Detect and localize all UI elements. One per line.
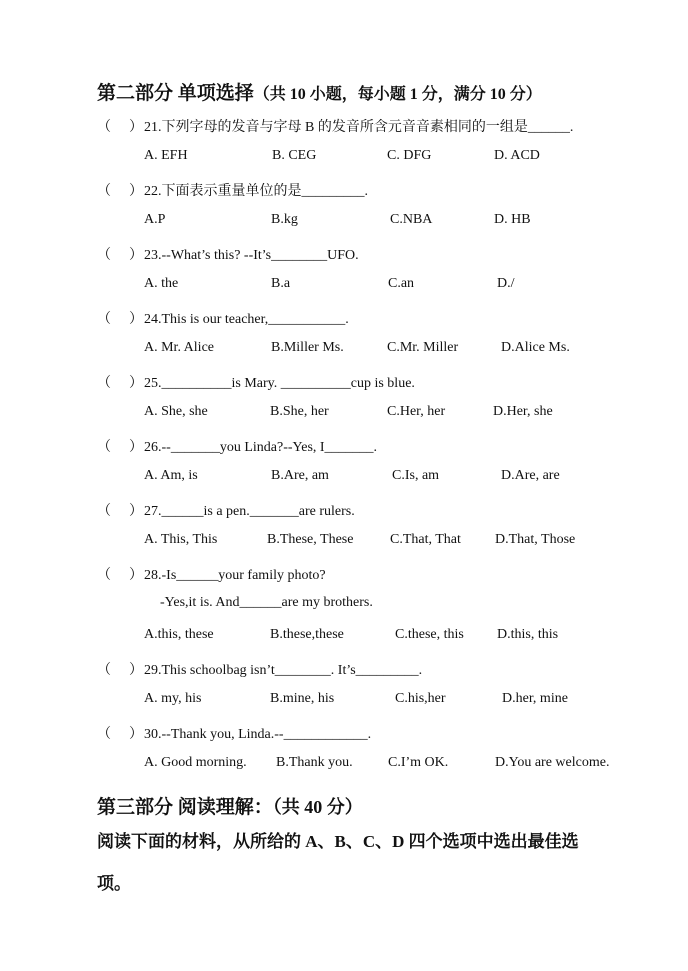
question-text: 25.__________is Mary. __________cup is blue. [144,376,415,391]
answer-bracket[interactable]: （ ） [97,440,143,455]
answer-bracket[interactable]: （ ） [97,376,143,391]
question-text: 24.This is our teacher,___________. [144,312,349,327]
question-text: 28.-Is______your family photo? [144,568,326,583]
option-b: B.kg [271,212,298,227]
option-a: A. She, she [144,404,208,419]
option-a: A. EFH [144,148,188,163]
answer-bracket[interactable]: （ ） [97,663,143,678]
answer-bracket[interactable]: （ ） [97,312,143,327]
question-text: 29.This schoolbag isn’t________. It’s_________. [144,663,423,678]
reading-instruction-line2: 项。 [97,874,131,893]
answer-bracket[interactable]: （ ） [97,120,143,135]
question-28-continuation: -Yes,it is. And______are my brothers. [160,595,373,610]
option-d: D. HB [494,212,531,227]
question-29 [97,659,422,679]
part2-heading [97,78,542,105]
answer-bracket[interactable]: （ ） [97,504,143,519]
option-a: A. my, his [144,691,202,706]
option-a: A.P [144,212,166,227]
question-text: 22.下面表示重量单位的是_________. [144,184,368,199]
question-24 [97,308,349,328]
option-a: A. Good morning. [144,755,247,770]
option-d: D.Her, she [493,404,553,419]
option-c: C.I’m OK. [388,755,449,770]
question-text: 26.--_______you Linda?--Yes, I_______. [144,440,378,455]
option-c: C.an [388,276,415,291]
question-26 [97,436,377,456]
option-d: D.her, mine [502,691,568,706]
question-21 [97,116,573,136]
answer-bracket[interactable]: （ ） [97,184,143,199]
option-b: B.Are, am [271,468,329,483]
option-b: B.She, her [270,404,329,419]
question-28 [97,564,326,584]
option-d: D.Are, are [501,468,560,483]
option-d: D.You are welcome. [495,755,610,770]
question-30 [97,723,371,743]
option-b: B.mine, his [270,691,335,706]
question-23 [97,244,359,264]
option-c: C. DFG [387,148,432,163]
answer-bracket[interactable]: （ ） [97,568,143,583]
question-22 [97,180,368,200]
part3-subtitle: （共 40 分） [272,797,363,817]
option-c: C.NBA [390,212,433,227]
question-text: 27.______is a pen._______are rulers. [144,504,355,519]
option-d: D. ACD [494,148,540,163]
question-25 [97,372,415,392]
option-b: B.Miller Ms. [271,340,344,355]
option-c: C.Mr. Miller [387,340,459,355]
option-b: B.these,these [270,627,344,642]
option-d: D.Alice Ms. [501,340,570,355]
answer-bracket[interactable]: （ ） [97,248,143,263]
option-a: A. the [144,276,179,291]
option-c: C.these, this [395,627,464,642]
option-d: D.That, Those [495,532,576,547]
option-a: A. This, This [144,532,218,547]
part2-subtitle: （共 10 小题，每小题 1 分，满分 10 分） [253,86,542,103]
option-d: D./ [497,276,515,291]
question-text: 23.--What’s this? --It’s________UFO. [144,248,359,263]
question-text: 30.--Thank you, Linda.--____________. [144,727,372,742]
part3-heading [97,792,363,819]
question-text: 21.下列字母的发音与字母 B 的发音所含元音音素相同的一组是______. [144,120,574,135]
option-b: B. CEG [272,148,317,163]
option-d: D.this, this [497,627,559,642]
answer-bracket[interactable]: （ ） [97,727,143,742]
part2-title: 第二部分 单项选择 [97,83,254,104]
question-27 [97,500,355,520]
option-c: C.his,her [395,691,446,706]
option-a: A. Am, is [144,468,198,483]
option-b: B.a [271,276,291,291]
option-a: A.this, these [144,627,214,642]
option-b: B.These, These [267,532,354,547]
option-c: C.That, That [390,532,461,547]
option-b: B.Thank you. [276,755,353,770]
option-a: A. Mr. Alice [144,340,214,355]
reading-instruction-line1: 阅读下面的材料，从所给的 A、B、C、D 四个选项中选出最佳选 [97,832,579,851]
part3-title: 第三部分 阅读理解： [97,797,273,818]
option-c: C.Her, her [387,404,446,419]
option-c: C.Is, am [392,468,440,483]
